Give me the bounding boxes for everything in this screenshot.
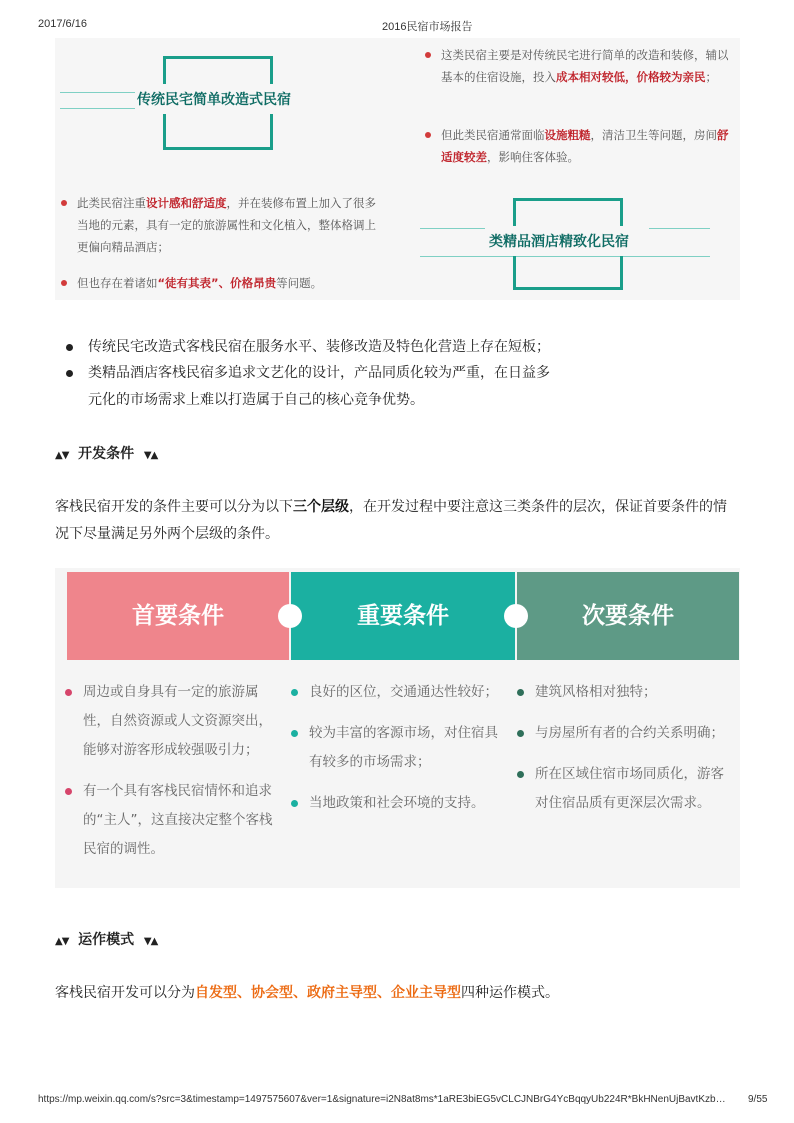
box1-title: 传统民宅简单改造式民宿 (137, 92, 291, 108)
primary-condition-list (65, 678, 283, 876)
info-bullet: 这类民宿主要是对传统民宅进行简单的改造和装修，辅以基本的住宿设施，投入成本相对较低，价格较为亲民； (425, 44, 735, 88)
box2-title: 类精品酒店精致化民宿 (489, 234, 629, 250)
residence-types-infographic (55, 38, 740, 300)
secondary-condition-list (517, 678, 731, 830)
condition-item: 有一个具有客栈民宿情怀和追求的“主人”，这直接决定整个客栈民宿的调性。 (65, 777, 283, 864)
condition-item: 与房屋所有者的合约关系明确； (517, 719, 731, 748)
primary-condition-header: 首要条件 (67, 572, 289, 660)
info-bullet: 但也存在着诸如“徒有其表”、价格昂贵等问题。 (61, 272, 381, 294)
condition-item: 当地政策和社会环境的支持。 (291, 789, 507, 818)
important-condition-header: 重要条件 (291, 572, 515, 660)
operation-paragraph: 客栈民宿开发可以分为自发型、协会型、政府主导型、企业主导型四种运作模式。 (55, 985, 559, 1001)
print-title: 2016民宿市场报告 (382, 21, 473, 33)
condition-item: 周边或自身具有一定的旅游属性，自然资源或人文资源突出，能够对游客形成较强吸引力； (65, 678, 283, 765)
connector-dot (504, 604, 528, 628)
condition-item: 所在区域住宿市场同质化，游客对住宿品质有更深层次需求。 (517, 760, 731, 818)
print-url: https://mp.weixin.qq.com/s?src=3&timestamp=1497575607&ver=1&signature=i2N8at8ms*1aRE3biEG5vCLCJNBrG4YcBqqyUb224R*BkHNenUjBavtKzb… (38, 1094, 726, 1105)
condition-item: 良好的区位，交通通达性较好； (291, 678, 507, 707)
print-date: 2017/6/16 (38, 18, 87, 30)
development-paragraph: 客栈民宿开发的条件主要可以分为以下三个层级，在开发过程中要注意这三类条件的层次，保证首要条件的情况下尽量满足另外两个层级的条件。 (55, 499, 727, 542)
important-condition-list (291, 678, 507, 830)
secondary-condition-header: 次要条件 (517, 572, 739, 660)
condition-item: 较为丰富的客源市场，对住宿具有较多的市场需求； (291, 719, 507, 777)
connector-dot (278, 604, 302, 628)
page-number: 9/55 (748, 1094, 768, 1105)
conditions-table (55, 568, 740, 888)
condition-item: 建筑风格相对独特； (517, 678, 731, 707)
section-heading-development: ▲▼ 开发条件 ▼▲ (55, 446, 158, 462)
info-bullet: 此类民宿注重设计感和舒适度，并在装修布置上加入了很多当地的元素，具有一定的旅游属性和文化植入，整体格调上更偏向精品酒店； (61, 192, 381, 258)
section-heading-operation: ▲▼ 运作模式 ▼▲ (55, 932, 158, 948)
info-bullet: 但此类民宿通常面临设施粗糙，清洁卫生等问题，房间舒适度较差，影响住客体验。 (425, 124, 735, 168)
